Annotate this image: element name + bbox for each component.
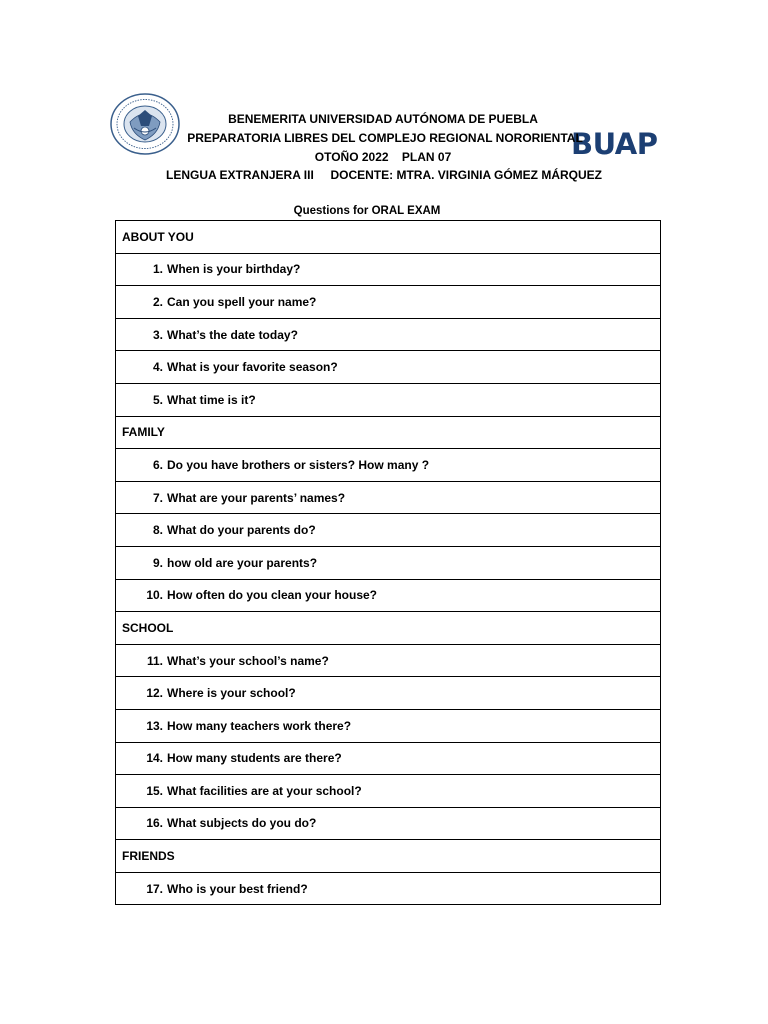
question-number: 14. bbox=[146, 751, 163, 766]
question-number: 9. bbox=[152, 555, 163, 570]
question-number: 8. bbox=[152, 523, 163, 538]
question-text: How many teachers work there? bbox=[167, 718, 352, 733]
question-row bbox=[116, 514, 661, 547]
question-number: 11. bbox=[146, 653, 163, 668]
question-number: 1. bbox=[152, 262, 163, 277]
question-text: What are your parents’ names? bbox=[167, 490, 346, 505]
question-text: What’s your school’s name? bbox=[167, 653, 329, 668]
question-row bbox=[116, 253, 661, 286]
section-heading: FAMILY bbox=[116, 416, 661, 449]
question-text: Can you spell your name? bbox=[167, 294, 317, 309]
question-number: 3. bbox=[152, 327, 163, 342]
question-text: What do your parents do? bbox=[167, 523, 316, 538]
question-text: Where is your school? bbox=[167, 686, 296, 701]
question-number: 5. bbox=[152, 392, 163, 407]
question-row bbox=[116, 546, 661, 579]
section-heading: ABOUT YOU bbox=[116, 221, 661, 254]
question-text: What time is it? bbox=[167, 392, 256, 407]
exam-title: Questions for ORAL EXAM bbox=[293, 205, 441, 217]
course-line: LENGUA EXTRANJERA III DOCENTE: MTRA. VIRGINIA GÓMEZ MÁRQUEZ bbox=[165, 168, 602, 182]
question-text: How many students are there? bbox=[167, 751, 342, 766]
section-row bbox=[116, 221, 661, 254]
question-text: How often do you clean your house? bbox=[167, 588, 378, 603]
university-name: BENEMERITA UNIVERSIDAD AUTÓNOMA DE PUEBLA bbox=[228, 112, 538, 126]
question-number: 12. bbox=[146, 686, 163, 701]
question-row bbox=[116, 481, 661, 514]
question-number: 7. bbox=[152, 490, 163, 505]
question-row bbox=[116, 286, 661, 319]
question-row bbox=[116, 644, 661, 677]
question-number: 15. bbox=[146, 783, 163, 798]
question-row bbox=[116, 351, 661, 384]
question-number: 16. bbox=[146, 816, 163, 831]
question-row bbox=[116, 318, 661, 351]
question-text: What facilities are at your school? bbox=[167, 783, 362, 798]
question-text: What’s the date today? bbox=[167, 327, 298, 342]
question-row bbox=[116, 449, 661, 482]
section-row bbox=[116, 612, 661, 645]
question-row bbox=[116, 775, 661, 808]
section-row bbox=[116, 416, 661, 449]
buap-logo: BUAP bbox=[571, 127, 658, 161]
school-name: PREPARATORIA LIBRES DEL COMPLEJO REGIONAL NORORIENTAL bbox=[187, 131, 583, 145]
question-text: What is your favorite season? bbox=[167, 360, 338, 375]
question-text: Do you have brothers or sisters? How many ? bbox=[167, 457, 430, 472]
question-row bbox=[116, 383, 661, 416]
question-text: how old are your parents? bbox=[167, 555, 318, 570]
question-row bbox=[116, 677, 661, 710]
section-heading: SCHOOL bbox=[116, 612, 661, 645]
question-number: 17. bbox=[146, 881, 163, 896]
question-number: 10. bbox=[146, 588, 163, 603]
question-text: When is your birthday? bbox=[167, 262, 301, 277]
question-number: 2. bbox=[152, 294, 163, 309]
question-row bbox=[116, 709, 661, 742]
question-number: 4. bbox=[152, 360, 163, 375]
term-line: OTOÑO 2022 PLAN 07 bbox=[314, 150, 452, 164]
question-row bbox=[116, 579, 661, 612]
question-text: Who is your best friend? bbox=[167, 881, 308, 896]
question-number: 13. bbox=[146, 718, 163, 733]
section-row bbox=[116, 840, 661, 873]
question-text: What subjects do you do? bbox=[167, 816, 317, 831]
question-row bbox=[116, 807, 661, 840]
section-heading: FRIENDS bbox=[116, 840, 661, 873]
questions-table bbox=[115, 220, 661, 905]
question-number: 6. bbox=[152, 457, 163, 472]
question-row bbox=[116, 742, 661, 775]
question-row bbox=[116, 872, 661, 905]
